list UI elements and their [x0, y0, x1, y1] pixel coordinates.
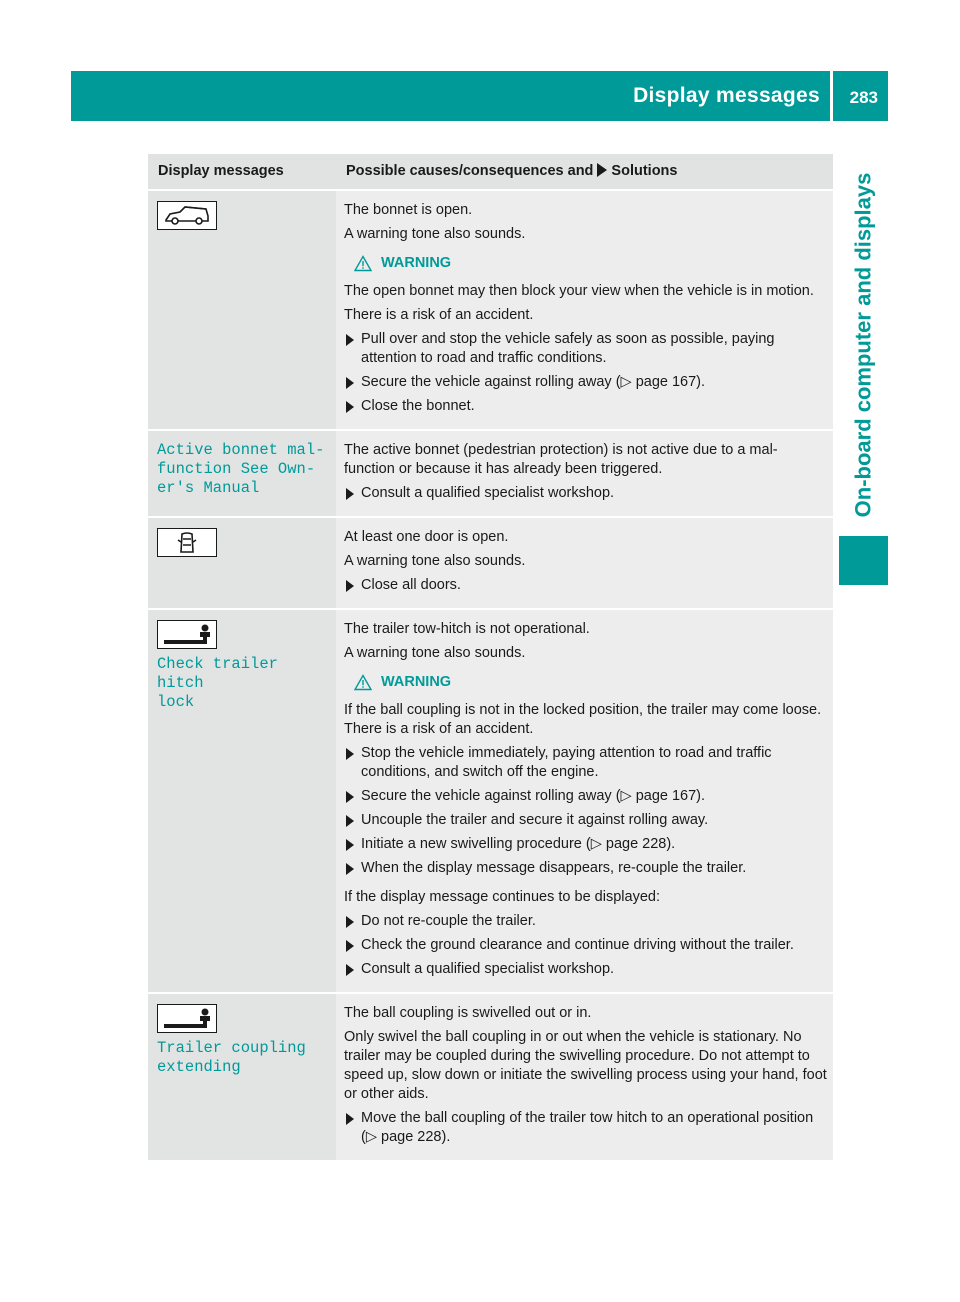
step-arrow-icon — [346, 815, 354, 827]
solution-step — [344, 859, 829, 878]
step-arrow-icon — [346, 401, 354, 413]
step-text: Consult a qualified specialist workshop. — [361, 485, 615, 502]
message-cell — [148, 517, 336, 609]
tow-hitch-icon — [157, 620, 217, 649]
cause-text: At least one door is open. — [344, 529, 509, 546]
solution-cell — [336, 609, 833, 993]
warning-heading — [354, 673, 829, 692]
message-cell — [148, 609, 336, 993]
warning-label: WARNING — [381, 674, 452, 691]
table-header-row — [148, 154, 833, 190]
warning-heading — [354, 254, 829, 273]
door-open-icon — [157, 528, 217, 557]
message-cell — [148, 430, 336, 517]
table-row — [148, 190, 833, 430]
step-text: Uncouple the trailer and secure it against rolling away. — [361, 812, 709, 829]
col-header-display-messages: Display messages — [148, 154, 336, 190]
tow-hitch-icon — [157, 1004, 217, 1033]
step-arrow-icon — [346, 916, 354, 928]
warning-text: If the ball coupling is not in the locked position, the trailer may come loose. There is a risk of an accident. — [344, 702, 822, 738]
solution-step — [344, 484, 829, 503]
step-text: Move the ball coupling of the trailer tow hitch to an operational position (▷ page 228). — [361, 1110, 814, 1146]
table-row — [148, 609, 833, 993]
step-text: Initiate a new swivelling procedure (▷ page 228). — [361, 836, 676, 853]
step-arrow-icon — [346, 334, 354, 346]
step-arrow-icon — [346, 863, 354, 875]
step-arrow-icon — [346, 1113, 354, 1125]
warning-triangle-icon — [354, 255, 372, 272]
warning-label: WARNING — [381, 255, 452, 272]
solution-step — [344, 1109, 829, 1147]
step-text: Close the bonnet. — [361, 398, 475, 415]
step-text: When the display message disappears, re-couple the trailer. — [361, 860, 747, 877]
solution-step — [344, 397, 829, 416]
header-divider — [830, 71, 833, 121]
solution-cell — [336, 993, 833, 1161]
bonnet-open-icon — [157, 201, 217, 230]
step-text: Consult a qualified specialist workshop. — [361, 961, 615, 978]
warning-text: There is a risk of an accident. — [344, 307, 534, 324]
header-bar — [71, 71, 888, 121]
solution-step — [344, 835, 829, 854]
page-title: Display messages — [633, 84, 820, 107]
step-arrow-icon — [346, 377, 354, 389]
solution-step — [344, 936, 829, 955]
step-arrow-icon — [346, 964, 354, 976]
step-text: Stop the vehicle immediately, paying attention to road and traffic conditions, and switch off the engine. — [361, 745, 772, 781]
warning-triangle-icon — [354, 674, 372, 691]
solution-step — [344, 960, 829, 979]
message-cell — [148, 993, 336, 1161]
solution-cell — [336, 517, 833, 609]
step-arrow-icon — [346, 488, 354, 500]
step-arrow-icon — [346, 748, 354, 760]
page-number: 283 — [849, 88, 878, 107]
step-text: Close all doors. — [361, 577, 461, 594]
col-header-causes — [336, 154, 833, 190]
solution-cell — [336, 430, 833, 517]
step-text: Check the ground clearance and continue driving without the trailer. — [361, 937, 794, 954]
section-marker — [839, 536, 888, 585]
col-header-causes-label: Possible causes/consequences and — [346, 163, 594, 179]
step-arrow-icon — [346, 839, 354, 851]
solutions-arrow-icon — [597, 163, 607, 177]
display-message-text: Active bonnet mal‐ function See Own‐ er's Manual — [157, 441, 325, 498]
step-text: Secure the vehicle against rolling away (▷ page 167). — [361, 788, 706, 805]
solution-step — [344, 576, 829, 595]
step-arrow-icon — [346, 940, 354, 952]
cause-text: The ball coupling is swivelled out or in. — [344, 1005, 592, 1022]
solution-step — [344, 787, 829, 806]
cause-text: A warning tone also sounds. — [344, 553, 526, 570]
cause-text: The trailer tow-hitch is not operational. — [344, 621, 590, 638]
step-text: Do not re-couple the trailer. — [361, 913, 536, 930]
solution-step — [344, 330, 829, 368]
section-tab-label: On-board computer and displays — [850, 172, 876, 518]
solution-step — [344, 373, 829, 392]
cause-text: The bonnet is open. — [344, 202, 473, 219]
solution-cell — [336, 190, 833, 430]
cause-text: If the display message continues to be displayed: — [344, 889, 660, 906]
display-messages-table — [148, 154, 833, 1162]
table-row — [148, 993, 833, 1161]
cause-text: A warning tone also sounds. — [344, 226, 526, 243]
table-row — [148, 517, 833, 609]
section-tab — [839, 155, 888, 535]
cause-text: A warning tone also sounds. — [344, 645, 526, 662]
solution-step — [344, 912, 829, 931]
warning-text: The open bonnet may then block your view when the vehicle is in motion. — [344, 283, 814, 300]
table-row — [148, 430, 833, 517]
step-arrow-icon — [346, 580, 354, 592]
solution-step — [344, 744, 829, 782]
message-cell — [148, 190, 336, 430]
cause-text: The active bonnet (pedestrian protection) is not active due to a mal‐ function or because it has already been triggered. — [344, 442, 778, 478]
step-text: Secure the vehicle against rolling away (▷ page 167). — [361, 374, 706, 391]
solution-step — [344, 811, 829, 830]
display-message-text: Trailer coupling extending — [157, 1039, 306, 1077]
step-arrow-icon — [346, 791, 354, 803]
cause-text: Only swivel the ball coupling in or out when the vehicle is stationary. No trailer may be coupled during the swivelling procedure. Do not attempt to speed up, slow down or initiate the swivelling process using your hand, foot or other aids. — [344, 1029, 827, 1103]
col-header-solutions-label: Solutions — [611, 163, 678, 179]
display-message-text: Check trailer hitch lock — [157, 655, 278, 712]
step-text: Pull over and stop the vehicle safely as soon as possible, paying attention to road and traffic conditions. — [361, 331, 775, 367]
